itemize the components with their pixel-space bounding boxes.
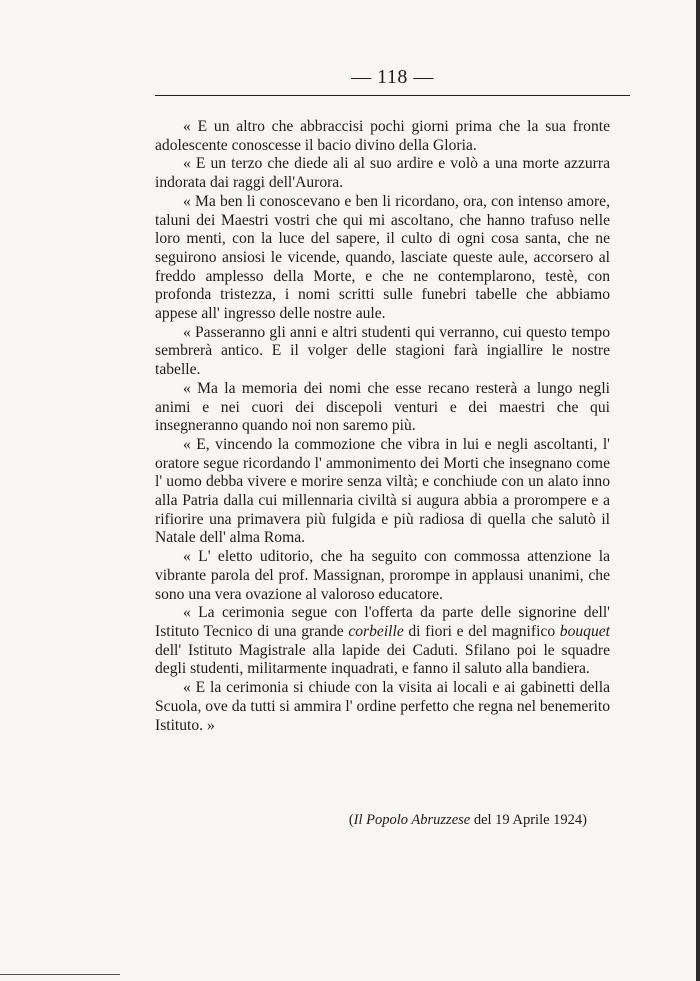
ceremony-text-3: dell' Istituto Magistrale alla lapide dei Caduti. Sfilano poi le squadre degli studenti, militarmente inquadrati, e fanno il saluto alla bandiera. (155, 641, 610, 678)
paragraph: « E un terzo che diede ali al suo ardire e volò a una morte azzurra indorata dai raggi dell'Aurora. (155, 155, 610, 192)
page-number: — 118 — (351, 66, 434, 88)
ceremony-text-1: « La cerimonia segue con l'offerta da parte delle signorine dell' Istituto Tecnico di una grande (155, 604, 610, 640)
paragraph-ceremony (155, 604, 610, 679)
credit-open: ( (348, 812, 354, 828)
page-bottom-mark (0, 974, 120, 975)
page-edge-shadow (696, 0, 700, 981)
credit-date: del 19 Aprile 1924) (470, 812, 587, 828)
ceremony-text-2: di fiori e del magnifico (403, 622, 560, 640)
bouquet-word: bouquet (559, 622, 611, 640)
paragraph: « Ma la memoria dei nomi che esse recano resterà a lungo negli animi e nei cuori dei discepoli venturi e dei maestri che qui insegneranno quando noi non saremo più. (155, 379, 610, 435)
credit-source: Il Popolo Abruzzese (353, 812, 471, 828)
paragraph: « E un altro che abbraccisi pochi giorni prima che la sua fronte adolescente conoscesse il bacio divino della Gloria. (155, 118, 610, 154)
paragraph: « L' eletto uditorio, che ha seguito con commossa attenzione la vibrante parola del prof. Massignan, prorompe in applausi unanimi, che sono una vera ovazione al valoroso educatore. (155, 548, 610, 603)
header-rule (155, 95, 630, 96)
source-credit (155, 812, 587, 829)
paragraph-closing: « E la cerimonia si chiude con la visita ai locali e ai gabinetti della Scuola, ove da tutti si ammira l' ordine perfetto che regna nel benemerito Istituto. » (155, 679, 610, 734)
paragraph: « Passeranno gli anni e altri studenti qui verranno, cui questo tempo sembrerà antico. E il volger delle stagioni farà ingiallire le nostre tabelle. (155, 323, 610, 379)
body-text (155, 118, 610, 735)
corbeille-word: corbeille (348, 622, 404, 640)
paragraph: « Ma ben li conoscevano e ben li ricordano, ora, con intenso amore, taluni dei Maestri vostri che qui mi ascoltano, che hanno trafuso nelle loro menti, con la luce del sapere, il culto di ogni cosa santa, che ne seguirono ansiosi le vicende, quando, lasciate queste aule, accorsero al freddo amplesso della Morte, e che ne contemplarono, testè, con profonda tristezza, i nomi scritti sulle funebri tabelle che abbiamo appese all' ingresso delle nostre aule. (155, 192, 610, 323)
paragraph: « E, vincendo la commozione che vibra in lui e negli ascoltanti, l' oratore segue ricordando l' ammonimento dei Morti che insegnano come l' uomo debba vivere e morire senza viltà; e conchiude con un alato inno alla Patria dalla cui millennaria civiltà si augura abbia a prorompere e a rifiorire una primavera più fulgida e più radiosa di quella che salutò il Natale dell' alma Roma. (155, 435, 610, 547)
